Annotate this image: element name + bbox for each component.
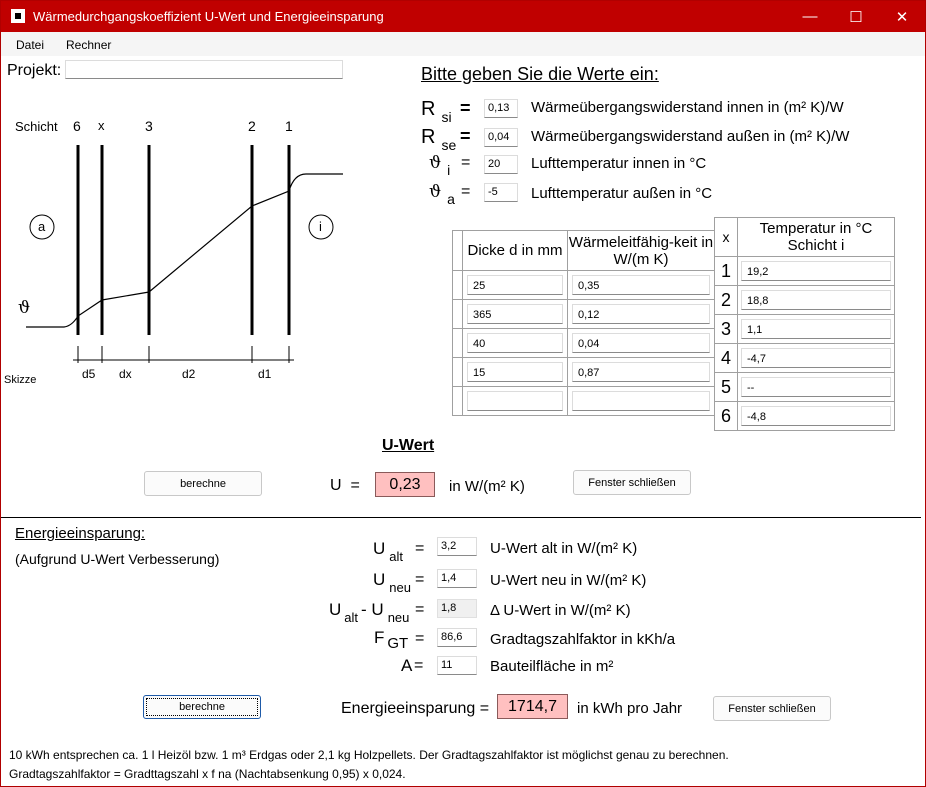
col-header-conductivity: Wärmeleitfähig-keit in W/(m K) — [568, 231, 715, 271]
energy-symbol: F — [374, 628, 385, 647]
temp-row — [715, 344, 895, 373]
energy-desc: Gradtagszahlfaktor in kKh/a — [490, 631, 676, 648]
energy-eq: = — [415, 630, 425, 647]
temp-row — [715, 286, 895, 315]
dim-label: d1 — [258, 367, 272, 381]
uwert-heading: U-Wert — [382, 437, 435, 454]
layer-row — [453, 358, 715, 387]
window-title: Wärmedurchgangskoeffizient U-Wert und Energieeinsparung — [33, 9, 384, 24]
energy-subscript: alt — [389, 549, 404, 564]
menu-rechner[interactable]: Rechner — [66, 38, 112, 52]
footer-note-2: Gradtagszahlfaktor = Gradttagszahl x f na (Nachtabsenkung 0,95) x 0,024. — [9, 767, 406, 781]
energy-subscript: GT — [387, 635, 409, 652]
layer-label: 1 — [285, 118, 293, 134]
outside-label: a — [38, 219, 46, 234]
param-symbol: R — [421, 126, 436, 148]
param-symbol: ϑ — [429, 182, 442, 202]
energy-result: 1714,7 — [497, 694, 568, 719]
param-eq: = — [461, 154, 471, 171]
fgt-input[interactable]: 86,6 — [437, 628, 477, 647]
rse-input[interactable]: 0,04 — [484, 128, 518, 147]
energy-desc: Δ U-Wert in W/(m² K) — [490, 602, 631, 619]
footer-note-1: 10 kWh entsprechen ca. 1 l Heizöl bzw. 1 m³ Erdgas oder 2,1 kg Holzpellets. Der Gradtagszahlfaktor ist möglichst genau zu berechnen. — [9, 748, 729, 762]
section-divider — [1, 517, 921, 518]
temp-row — [715, 257, 895, 286]
menu-bar — [1, 32, 925, 56]
u-neu-input[interactable]: 1,4 — [437, 569, 477, 588]
temp-row — [715, 315, 895, 344]
energy-close-button[interactable]: Fenster schließen — [713, 696, 831, 721]
uwert-unit: in W/(m² K) — [449, 478, 525, 495]
theta-i-input[interactable]: 20 — [484, 155, 518, 174]
layer-index: 4 — [715, 344, 738, 373]
param-subscript: se — [441, 137, 457, 153]
thickness-input[interactable]: 15 — [467, 362, 563, 382]
energy-desc: U-Wert alt in W/(m² K) — [490, 540, 638, 557]
schicht-label: Schicht — [15, 119, 58, 134]
param-symbol: R — [421, 98, 436, 120]
energy-eq: = — [414, 657, 424, 674]
close-button[interactable]: ✕ — [895, 8, 909, 26]
minimize-button[interactable]: — — [802, 8, 818, 25]
u-alt-input[interactable]: 3,2 — [437, 537, 477, 556]
project-input[interactable] — [65, 60, 343, 79]
energy-result-unit: in kWh pro Jahr — [577, 700, 683, 717]
menu-datei[interactable]: Datei — [16, 38, 45, 52]
energy-desc: U-Wert neu in W/(m² K) — [490, 572, 647, 589]
energy-symbol: U — [373, 539, 386, 558]
conductivity-input[interactable]: 0,12 — [572, 304, 710, 324]
conductivity-input[interactable]: 0,87 — [572, 362, 710, 382]
dim-label: dx — [119, 367, 132, 381]
dim-label: d5 — [82, 367, 96, 381]
project-label: Projekt: — [7, 62, 62, 79]
app-icon — [11, 9, 25, 23]
layer-index: 1 — [715, 257, 738, 286]
layer-index: 5 — [715, 373, 738, 402]
col-header-thickness: Dicke d in mm — [463, 231, 568, 271]
theta-label: ϑ — [18, 298, 31, 318]
param-eq: = — [460, 126, 471, 146]
thickness-input[interactable]: 40 — [467, 333, 563, 353]
energy-subheading: (Aufgrund U-Wert Verbesserung) — [15, 551, 220, 567]
dim-label: d2 — [182, 367, 196, 381]
param-subscript: a — [447, 191, 455, 207]
param-desc: Wärmeübergangswiderstand außen in (m² K)/W — [531, 128, 850, 145]
temperature-output[interactable]: 19,2 — [741, 261, 891, 281]
param-desc: Lufttemperatur innen in °C — [531, 155, 707, 172]
energy-eq: = — [415, 540, 425, 557]
energy-calculate-button[interactable]: berechne — [143, 695, 261, 719]
conductivity-input[interactable] — [572, 391, 710, 411]
param-eq: = — [460, 98, 471, 118]
layer-sketch — [1, 111, 361, 401]
inputs-heading: Bitte geben Sie die Werte ein: — [421, 64, 659, 84]
maximize-button[interactable]: ☐ — [849, 8, 863, 26]
thickness-input[interactable] — [467, 391, 563, 411]
area-input[interactable]: 11 — [437, 656, 477, 675]
layers-table — [452, 230, 715, 416]
uwert-label: U = — [330, 477, 360, 494]
layer-label: 3 — [145, 118, 153, 134]
layer-index: 3 — [715, 315, 738, 344]
layer-label: 2 — [248, 118, 256, 134]
delta-u-output: 1,8 — [437, 599, 477, 618]
col-header-x: x — [715, 218, 738, 257]
layer-label: x — [98, 118, 105, 133]
layer-label: 6 — [73, 118, 81, 134]
conductivity-input[interactable]: 0,35 — [572, 275, 710, 295]
theta-a-input[interactable]: -5 — [484, 183, 518, 202]
temperature-output[interactable]: -4,8 — [741, 406, 891, 426]
param-eq: = — [461, 183, 471, 200]
energy-symbol: A — [401, 656, 413, 675]
temp-row — [715, 373, 895, 402]
temperature-output[interactable]: 18,8 — [741, 290, 891, 310]
temperature-output[interactable]: -- — [741, 377, 891, 397]
energy-subscript: neu — [389, 580, 411, 595]
temperature-curve — [26, 174, 343, 327]
layer-row — [453, 387, 715, 416]
param-desc: Wärmeübergangswiderstand innen in (m² K)/W — [531, 99, 844, 116]
uwert-result: 0,23 — [375, 472, 435, 497]
title-bar — [1, 1, 925, 32]
layer-row — [453, 271, 715, 300]
layer-index: 6 — [715, 402, 738, 431]
temp-row — [715, 402, 895, 431]
energy-symbol-2: - U — [361, 600, 384, 619]
energy-result-label: Energieeinsparung = — [341, 700, 490, 717]
energy-symbol: U — [329, 600, 342, 619]
energy-desc: Bauteilfläche in m² — [490, 658, 614, 675]
param-desc: Lufttemperatur außen in °C — [531, 185, 713, 202]
uwert-close-button[interactable]: Fenster schließen — [573, 470, 691, 495]
energy-eq: = — [415, 601, 425, 618]
energy-subscript-2: neu — [387, 610, 410, 625]
energy-eq: = — [415, 571, 425, 588]
energy-heading: Energieeinsparung: — [15, 525, 146, 542]
param-symbol: ϑ — [429, 153, 442, 173]
temperature-table — [714, 217, 895, 431]
layer-row — [453, 329, 715, 358]
energy-symbol: U — [373, 570, 386, 589]
skizze-label: Skizze — [4, 374, 37, 386]
conductivity-input[interactable]: 0,04 — [572, 333, 710, 353]
energy-subscript: alt — [344, 610, 359, 625]
col-header-temperature: Temperatur in °C Schicht i — [738, 218, 895, 257]
inside-label: i — [319, 219, 322, 234]
temperature-output[interactable]: 1,1 — [741, 319, 891, 339]
thickness-input[interactable]: 365 — [467, 304, 563, 324]
uwert-calculate-button[interactable]: berechne — [144, 471, 262, 496]
temperature-output[interactable]: -4,7 — [741, 348, 891, 368]
rsi-input[interactable]: 0,13 — [484, 99, 518, 118]
param-subscript: i — [447, 162, 451, 178]
layer-row — [453, 300, 715, 329]
param-subscript: si — [441, 109, 452, 125]
layer-index: 2 — [715, 286, 738, 315]
thickness-input[interactable]: 25 — [467, 275, 563, 295]
